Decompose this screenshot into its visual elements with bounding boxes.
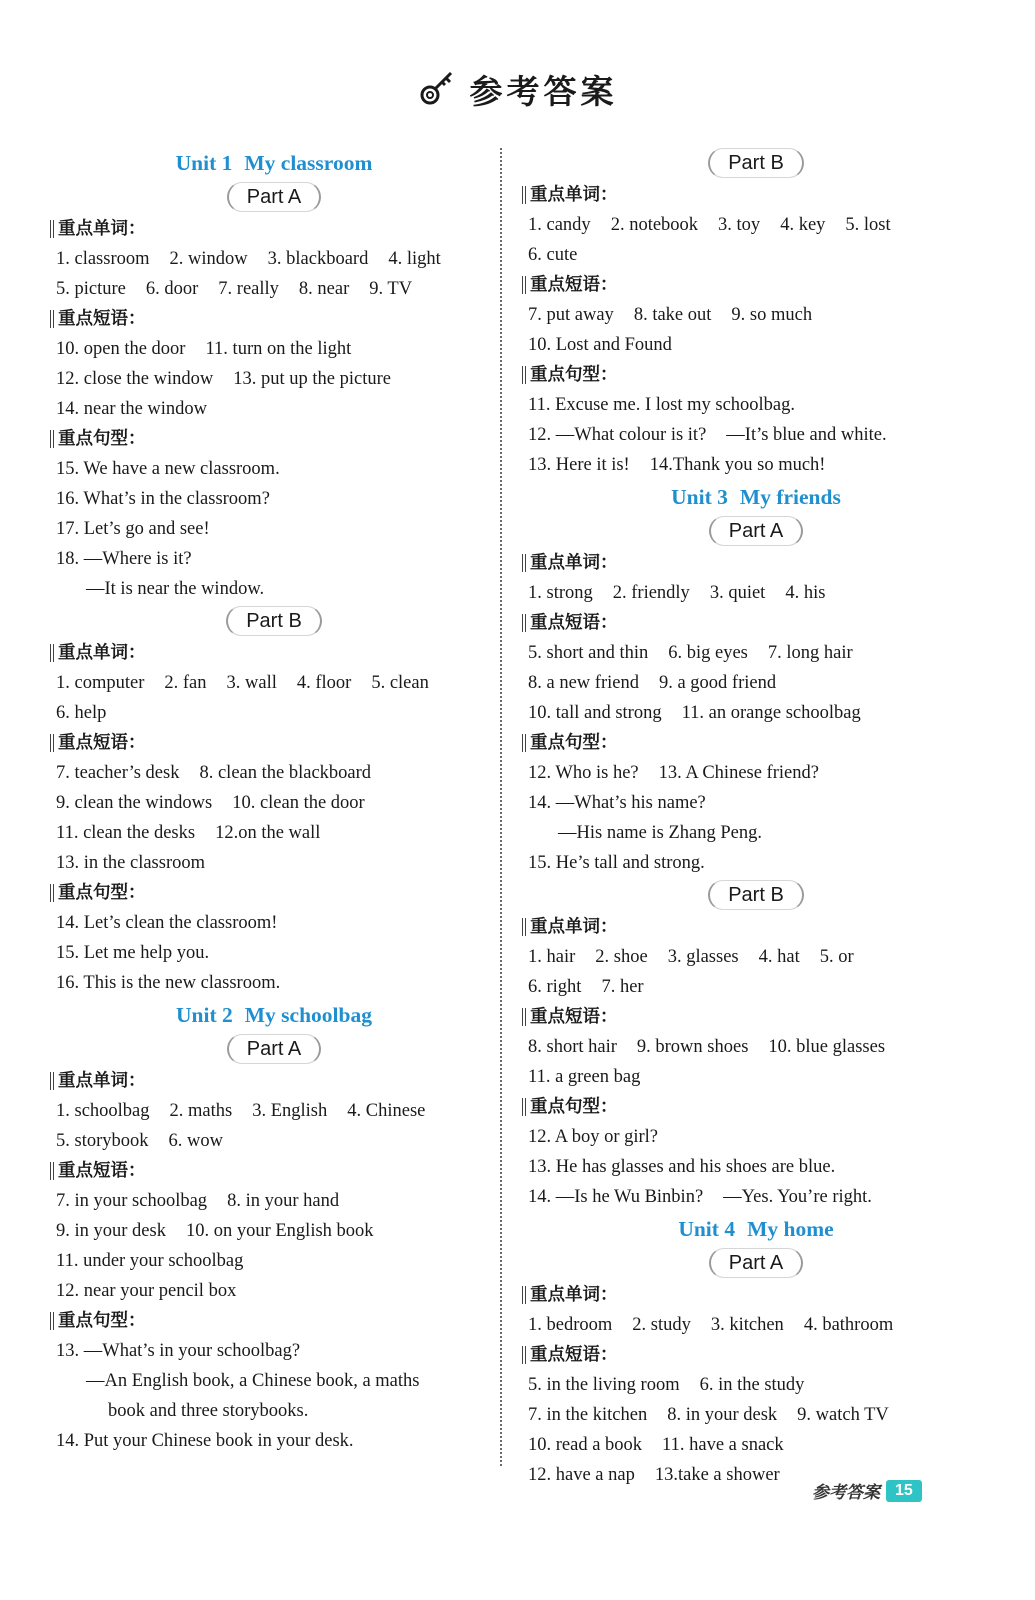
answer-item: 1. classroom <box>56 249 150 269</box>
answer-item: 9. watch TV <box>797 1405 889 1425</box>
answer-item: 15. We have a new classroom. <box>56 459 280 479</box>
answer-item: 4. key <box>780 215 826 235</box>
category-heading: 重点句型： <box>54 878 494 908</box>
unit-heading <box>526 480 986 514</box>
category-heading: 重点单词： <box>526 548 986 578</box>
unit-heading <box>54 146 494 180</box>
unit-name: My schoolbag <box>244 1003 372 1027</box>
answer-line <box>526 300 986 330</box>
part-label: Part A <box>709 1248 803 1278</box>
answer-item: —An English book, a Chinese book, a maths <box>86 1371 420 1391</box>
answer-item: —Yes. You’re right. <box>723 1187 872 1207</box>
answer-item: 3. wall <box>226 673 277 693</box>
answer-item: 4. floor <box>296 673 352 693</box>
answer-item: 1. bedroom <box>528 1315 613 1335</box>
answer-item: 6. in the study <box>699 1375 805 1395</box>
answer-line <box>54 668 494 698</box>
category-heading: 重点句型： <box>526 728 986 758</box>
answer-line <box>526 390 986 420</box>
answer-item: 13. A Chinese friend? <box>658 763 819 783</box>
answer-line <box>526 788 986 818</box>
answer-line <box>526 848 986 878</box>
answer-item: 2. study <box>632 1315 691 1335</box>
answer-item: 5. storybook <box>56 1131 149 1151</box>
answer-item: 14. —What’s his name? <box>528 793 706 813</box>
answer-item: 8. near <box>298 279 350 299</box>
answer-item: 10. read a book <box>528 1435 643 1455</box>
answer-item: 12.on the wall <box>215 823 321 843</box>
answer-item: 13. —What’s in your schoolbag? <box>56 1341 301 1361</box>
title-text: 参考答案 <box>469 72 618 111</box>
answer-item: 3. toy <box>718 215 761 235</box>
category-heading: 重点短语： <box>526 608 986 638</box>
answer-item: 2. notebook <box>610 215 699 235</box>
answer-line <box>526 1310 986 1340</box>
answer-line <box>54 848 494 878</box>
answer-item: 13. Here it is! <box>528 455 630 475</box>
category-heading: 重点句型： <box>54 1306 494 1336</box>
answer-line <box>526 1370 986 1400</box>
answer-item: 12. Who is he? <box>528 763 639 783</box>
answer-line <box>54 1366 494 1396</box>
answer-item: 14. Let’s clean the classroom! <box>56 913 278 933</box>
unit-heading <box>54 998 494 1032</box>
answer-item: 4. bathroom <box>803 1315 894 1335</box>
answer-line <box>526 638 986 668</box>
answer-line <box>54 1276 494 1306</box>
page-footer <box>812 1478 922 1503</box>
answer-line <box>526 1062 986 1092</box>
unit-name: My friends <box>739 485 841 509</box>
answer-line <box>526 578 986 608</box>
answer-item: 2. window <box>169 249 248 269</box>
answer-item: 6. wow <box>168 1131 223 1151</box>
answer-item: 8. in your hand <box>227 1191 340 1211</box>
answer-item: —It’s blue and white. <box>726 425 887 445</box>
part-label: Part B <box>708 880 804 910</box>
answer-item: 16. What’s in the classroom? <box>56 489 270 509</box>
category-heading: 重点短语： <box>54 728 494 758</box>
answer-item: 7. long hair <box>767 643 853 663</box>
answer-item: 2. shoe <box>595 947 648 967</box>
answer-item: 10. on your English book <box>185 1221 374 1241</box>
unit-number: Unit 1 <box>175 151 233 175</box>
part-row <box>54 604 494 638</box>
answer-line <box>526 1032 986 1062</box>
answer-line <box>54 364 494 394</box>
column-divider <box>500 148 502 1466</box>
answer-item: 1. schoolbag <box>56 1101 150 1121</box>
answer-item: 14. Put your Chinese book in your desk. <box>56 1431 354 1451</box>
answer-item: 5. picture <box>56 279 126 299</box>
answer-line <box>54 908 494 938</box>
part-row <box>526 878 986 912</box>
answer-item: —It is near the window. <box>86 579 265 599</box>
answer-item: 2. friendly <box>612 583 690 603</box>
answer-item: 12. near your pencil box <box>56 1281 237 1301</box>
part-row <box>526 514 986 548</box>
part-label: Part A <box>709 516 803 546</box>
part-label: Part A <box>227 182 321 212</box>
answer-line <box>54 758 494 788</box>
answer-line <box>54 818 494 848</box>
category-heading: 重点短语： <box>526 1340 986 1370</box>
answer-line <box>526 1400 986 1430</box>
answer-item: 4. Chinese <box>347 1101 426 1121</box>
answer-item: 12. —What colour is it? <box>528 425 707 445</box>
answer-item: 11. a green bag <box>528 1067 641 1087</box>
answer-line <box>54 1096 494 1126</box>
answer-item: 13. put up the picture <box>233 369 391 389</box>
answer-item: 7. really <box>218 279 279 299</box>
category-heading: 重点句型： <box>526 360 986 390</box>
answer-item: 5. lost <box>845 215 891 235</box>
answer-item: 10. tall and strong <box>528 703 662 723</box>
left-column <box>54 146 494 1456</box>
category-heading: 重点短语： <box>526 270 986 300</box>
answer-item: 6. help <box>56 703 107 723</box>
answer-line <box>54 788 494 818</box>
answer-line <box>526 668 986 698</box>
answer-line <box>54 1336 494 1366</box>
category-heading: 重点单词： <box>54 638 494 668</box>
answer-line <box>54 1426 494 1456</box>
category-heading: 重点单词： <box>526 180 986 210</box>
answer-item: 11. an orange schoolbag <box>681 703 861 723</box>
answer-line <box>54 574 494 604</box>
answer-line <box>526 210 986 240</box>
unit-name: My home <box>747 1217 834 1241</box>
answer-line <box>54 1246 494 1276</box>
answer-item: 1. candy <box>528 215 591 235</box>
unit-number: Unit 4 <box>678 1217 736 1241</box>
answer-item: 16. This is the new classroom. <box>56 973 281 993</box>
answer-line <box>526 1430 986 1460</box>
answer-item: 8. take out <box>633 305 712 325</box>
answer-line <box>526 698 986 728</box>
answer-line <box>54 514 494 544</box>
unit-number: Unit 3 <box>671 485 728 509</box>
answer-line <box>54 938 494 968</box>
answer-line <box>54 698 494 728</box>
answer-item: 5. clean <box>371 673 429 693</box>
page-title <box>0 66 1035 113</box>
answer-item: 1. strong <box>528 583 593 603</box>
answer-item: 7. in the kitchen <box>528 1405 648 1425</box>
answer-item: 11. under your schoolbag <box>56 1251 244 1271</box>
answer-item: 6. right <box>528 977 582 997</box>
answer-item: 10. open the door <box>56 339 186 359</box>
answer-line <box>526 420 986 450</box>
right-column <box>526 146 986 1490</box>
answer-line <box>526 330 986 360</box>
answer-item: 9. TV <box>369 279 413 299</box>
answer-item: 8. a new friend <box>528 673 639 693</box>
page-number: 15 <box>886 1480 922 1502</box>
answer-item: 15. Let me help you. <box>56 943 210 963</box>
answer-item: 7. teacher’s desk <box>56 763 180 783</box>
unit-name: My classroom <box>244 151 373 175</box>
part-label: Part B <box>708 148 804 178</box>
answer-item: 7. her <box>601 977 644 997</box>
category-heading: 重点短语： <box>54 1156 494 1186</box>
answer-line <box>54 1126 494 1156</box>
answer-item: 1. computer <box>56 673 145 693</box>
answer-item: 4. hat <box>758 947 800 967</box>
category-heading: 重点单词： <box>526 912 986 942</box>
answer-item: book and three storybooks. <box>108 1401 309 1421</box>
answer-item: 13. in the classroom <box>56 853 206 873</box>
answer-item: 7. in your schoolbag <box>56 1191 208 1211</box>
answer-item: 3. kitchen <box>710 1315 784 1335</box>
answer-line <box>54 1216 494 1246</box>
answer-line <box>54 394 494 424</box>
answer-item: 3. blackboard <box>267 249 369 269</box>
answer-item: 9. so much <box>731 305 813 325</box>
answer-item: 12. A boy or girl? <box>528 1127 659 1147</box>
answer-item: 11. clean the desks <box>56 823 196 843</box>
answer-item: 14.Thank you so much! <box>649 455 826 475</box>
part-row <box>526 1246 986 1280</box>
answer-line <box>526 818 986 848</box>
part-label: Part A <box>227 1034 321 1064</box>
answer-line <box>54 484 494 514</box>
answer-line <box>54 544 494 574</box>
answer-line <box>526 758 986 788</box>
part-row <box>54 1032 494 1066</box>
answer-item: 6. door <box>145 279 199 299</box>
answer-item: 2. fan <box>164 673 207 693</box>
answer-item: 1. hair <box>528 947 576 967</box>
answer-item: 9. brown shoes <box>636 1037 749 1057</box>
answer-item: 7. put away <box>528 305 614 325</box>
answer-item: 18. —Where is it? <box>56 549 192 569</box>
answer-line <box>526 1152 986 1182</box>
answer-item: 14. —Is he Wu Binbin? <box>528 1187 704 1207</box>
category-heading: 重点句型： <box>526 1092 986 1122</box>
answer-item: 3. glasses <box>667 947 739 967</box>
answer-item: 5. or <box>819 947 854 967</box>
answer-item: 8. short hair <box>528 1037 617 1057</box>
part-label: Part B <box>226 606 322 636</box>
answer-item: 12. close the window <box>56 369 214 389</box>
answer-item: 13.take a shower <box>654 1465 780 1485</box>
category-heading: 重点短语： <box>54 304 494 334</box>
answer-item: 8. in your desk <box>667 1405 778 1425</box>
answer-line <box>54 334 494 364</box>
answer-line <box>526 450 986 480</box>
category-heading: 重点单词： <box>54 1066 494 1096</box>
unit-heading <box>526 1212 986 1246</box>
answer-line <box>526 1122 986 1152</box>
part-row <box>54 180 494 214</box>
answer-item: 6. big eyes <box>668 643 748 663</box>
category-heading: 重点句型： <box>54 424 494 454</box>
answer-item: 6. cute <box>528 245 578 265</box>
answer-line <box>54 1396 494 1426</box>
answer-item: 11. turn on the light <box>205 339 352 359</box>
footer-label: 参考答案 <box>812 1483 880 1503</box>
answer-item: 10. blue glasses <box>768 1037 886 1057</box>
answer-item: 4. light <box>388 249 441 269</box>
answer-line <box>526 1182 986 1212</box>
answer-line <box>526 972 986 1002</box>
answer-item: 3. English <box>252 1101 328 1121</box>
answer-item: 10. clean the door <box>232 793 365 813</box>
category-heading: 重点单词： <box>526 1280 986 1310</box>
answer-item: 14. near the window <box>56 399 208 419</box>
answer-item: 9. clean the windows <box>56 793 213 813</box>
answer-line <box>526 942 986 972</box>
answer-item: 3. quiet <box>709 583 766 603</box>
answer-line <box>526 240 986 270</box>
answer-item: 10. Lost and Found <box>528 335 672 355</box>
category-heading: 重点短语： <box>526 1002 986 1032</box>
category-heading: 重点单词： <box>54 214 494 244</box>
answer-item: 9. in your desk <box>56 1221 166 1241</box>
answer-item: 13. He has glasses and his shoes are blue. <box>528 1157 836 1177</box>
answer-item: 9. a good friend <box>658 673 777 693</box>
answer-item: —His name is Zhang Peng. <box>558 823 762 843</box>
answer-item: 17. Let’s go and see! <box>56 519 210 539</box>
answer-item: 12. have a nap <box>528 1465 635 1485</box>
answer-line <box>54 968 494 998</box>
key-icon <box>418 67 458 112</box>
answer-item: 2. maths <box>169 1101 233 1121</box>
answer-item: 5. short and thin <box>528 643 649 663</box>
answer-item: 11. have a snack <box>662 1435 784 1455</box>
answer-line <box>54 1186 494 1216</box>
unit-number: Unit 2 <box>176 1003 233 1027</box>
answer-item: 4. his <box>785 583 826 603</box>
answer-line <box>54 244 494 274</box>
answer-item: 8. clean the blackboard <box>199 763 372 783</box>
answer-item: 11. Excuse me. I lost my schoolbag. <box>528 395 796 415</box>
answer-line <box>54 274 494 304</box>
answer-item: 15. He’s tall and strong. <box>528 853 705 873</box>
answer-line <box>54 454 494 484</box>
part-row <box>526 146 986 180</box>
answer-item: 5. in the living room <box>528 1375 680 1395</box>
